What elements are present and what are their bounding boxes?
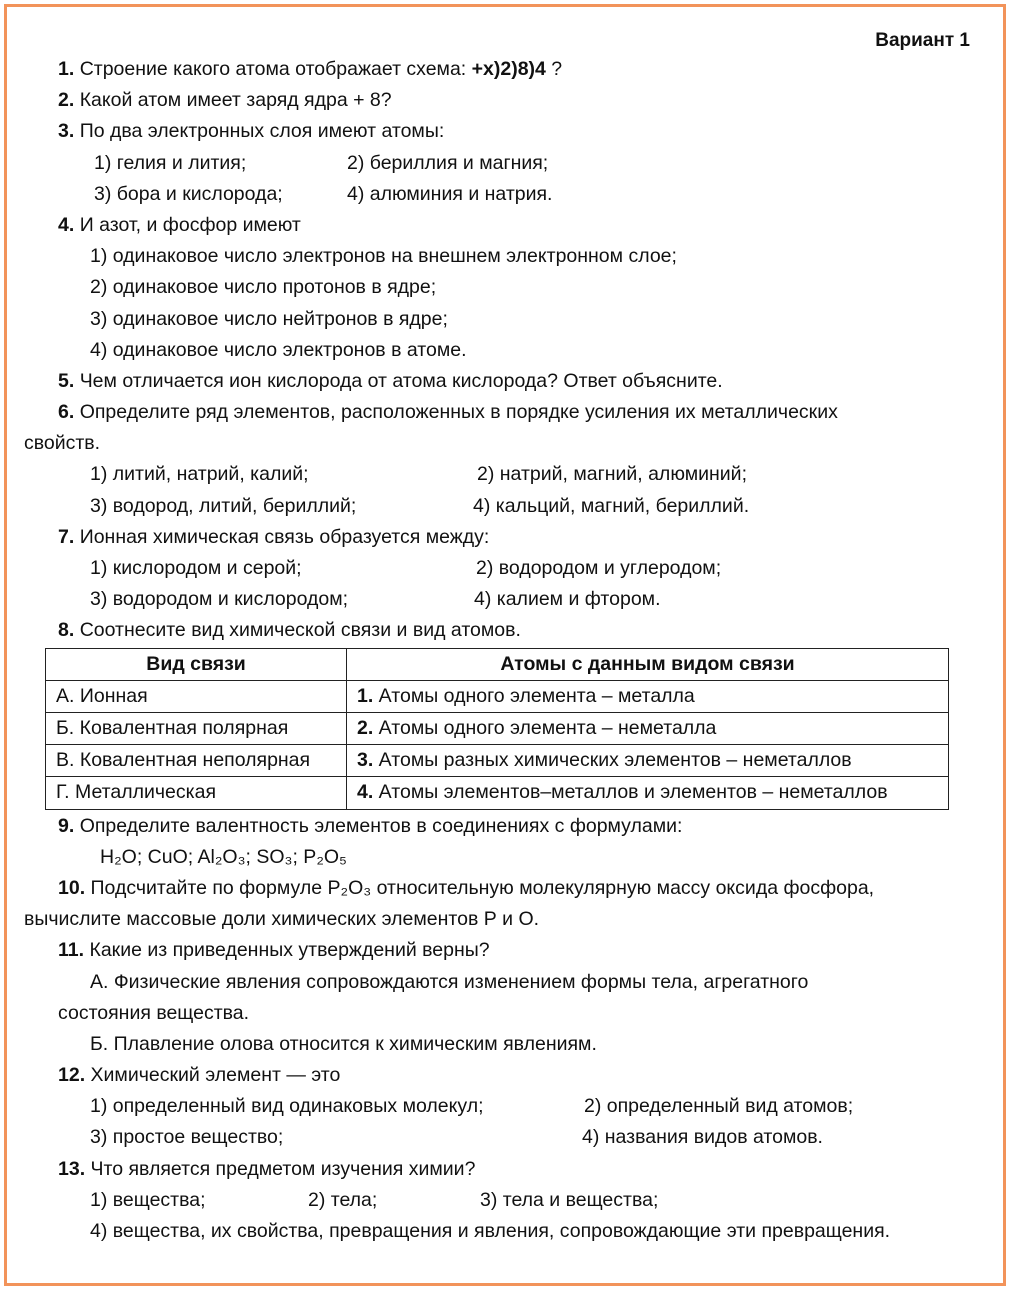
question-text-continued: вычислите массовые доли химических элементов Р и О. — [24, 908, 540, 931]
item-number: 1. — [357, 684, 374, 707]
table-row — [46, 712, 949, 744]
answer-row — [24, 1185, 964, 1216]
question-number: 7. — [58, 525, 75, 548]
answer-option: 4) названия видов атомов. — [582, 1126, 823, 1149]
question-text: Какой атом имеет заряд ядра + 8? — [79, 89, 392, 112]
question-text: Что является предметом изучения химии? — [90, 1157, 476, 1180]
question-11 — [24, 935, 964, 966]
question-number: 6. — [58, 401, 75, 424]
item-number: 2. — [357, 716, 374, 739]
atom-type-text: Атомы одного элемента – металла — [373, 684, 695, 707]
question-8 — [24, 615, 964, 646]
answer-option: 3) водород, литий, бериллий; — [90, 494, 357, 517]
question-text: Определите валентность элементов в соединениях с формулами: — [79, 814, 683, 837]
question-1 — [24, 54, 964, 85]
bond-type: Г. Металлическая — [46, 777, 347, 809]
answer-row — [24, 148, 964, 179]
table-header-row — [46, 648, 949, 680]
question-text-continued: свойств. — [24, 432, 101, 455]
question-text: Чем отличается ион кислорода от атома кислорода? Ответ объясните. — [79, 369, 723, 392]
question-number: 9. — [58, 814, 75, 837]
bond-type: Б. Ковалентная полярная — [46, 712, 347, 744]
question-text: И азот, и фосфор имеют — [79, 213, 301, 236]
question-number: 10. — [58, 876, 86, 899]
atom-type-text: Атомы разных химических элементов – неметаллов — [373, 749, 852, 772]
question-12 — [24, 1060, 964, 1091]
question-3 — [24, 116, 964, 147]
variant-label: Вариант 1 — [875, 30, 970, 51]
statement-a-continued: состояния вещества. — [58, 1001, 250, 1024]
atom-type-text: Атомы одного элемента – неметалла — [373, 716, 717, 739]
atom-type-text: Атомы элементов–металлов и элементов – неметаллов — [373, 781, 888, 804]
question-number: 5. — [58, 369, 75, 392]
answer-option: 2) тела; — [308, 1188, 378, 1211]
answer-option: 2) бериллия и магния; — [347, 151, 549, 174]
question-tail: ? — [545, 58, 563, 80]
table-row — [46, 680, 949, 712]
question-4 — [24, 210, 964, 241]
table-header: Вид связи — [46, 648, 347, 680]
bond-type: А. Ионная — [46, 680, 347, 712]
question-text: Какие из приведенных утверждений верны? — [89, 939, 490, 962]
answer-option: 4) одинаковое число электронов в атоме. — [90, 338, 467, 361]
question-text: Ионная химическая связь образуется между: — [79, 525, 490, 548]
answer-option: 2) одинаковое число протонов в ядре; — [90, 276, 437, 299]
atom-type — [347, 745, 949, 777]
table-header: Атомы с данным видом связи — [347, 648, 949, 680]
answer-option: 1) гелия и лития; — [94, 151, 247, 174]
answer-option: 4) алюминия и натрия. — [347, 182, 553, 205]
question-10 — [24, 873, 964, 904]
answer-option: 2) определенный вид атомов; — [584, 1095, 854, 1118]
answer-option: 2) водородом и углеродом; — [476, 557, 722, 579]
question-number: 8. — [58, 619, 75, 642]
question-9 — [24, 811, 964, 842]
matching-table — [45, 648, 949, 810]
question-text: Строение какого атома отображает схема: — [79, 58, 472, 80]
question-number: 12. — [58, 1064, 86, 1087]
answer-option: 3) водородом и кислородом; — [90, 588, 349, 611]
answer-row — [24, 553, 964, 584]
question-7 — [24, 522, 964, 553]
answer-row — [24, 1122, 964, 1153]
answer-row — [24, 179, 964, 210]
answer-option: 3) одинаковое число нейтронов в ядре; — [90, 307, 448, 330]
answer-option: 3) простое вещество; — [90, 1126, 284, 1149]
question-2 — [24, 85, 964, 116]
statement-b: Б. Плавление олова относится к химическим явлениям. — [90, 1032, 597, 1055]
atom-type — [347, 712, 949, 744]
formula-list: H₂O; CuO; Al₂O₃; SO₃; P₂O₅ — [100, 845, 347, 868]
answer-option: 1) литий, натрий, калий; — [90, 463, 309, 486]
question-6 — [24, 397, 964, 428]
item-number: 3. — [357, 749, 374, 772]
bond-type: В. Ковалентная неполярная — [46, 745, 347, 777]
statement-a: А. Физические явления сопровождаются изменением формы тела, агрегатного — [90, 970, 809, 993]
question-number: 1. — [58, 58, 75, 80]
question-5 — [24, 366, 964, 397]
answer-option: 1) определенный вид одинаковых молекул; — [90, 1095, 484, 1118]
question-number: 13. — [58, 1157, 86, 1180]
answer-row — [24, 459, 964, 490]
question-text: По два электронных слоя имеют атомы: — [79, 120, 445, 143]
question-text: Определите ряд элементов, расположенных в порядке усиления их металлических — [79, 401, 838, 424]
answer-option: 4) калием и фтором. — [474, 588, 661, 611]
question-number: 2. — [58, 89, 75, 112]
atom-type — [347, 680, 949, 712]
question-13 — [24, 1154, 964, 1185]
item-number: 4. — [357, 781, 374, 804]
answer-option: 1) кислородом и серой; — [90, 557, 302, 579]
question-number: 11. — [58, 939, 85, 962]
answer-option: 3) тела и вещества; — [480, 1188, 659, 1211]
answer-option: 2) натрий, магний, алюминий; — [477, 463, 747, 486]
worksheet — [24, 54, 964, 1247]
answer-option: 4) вещества, их свойства, превращения и явления, сопровождающие эти превращения. — [90, 1220, 891, 1243]
question-number: 4. — [58, 213, 75, 236]
atom-type — [347, 777, 949, 809]
answer-option: 4) кальций, магний, бериллий. — [473, 494, 750, 517]
answer-row — [24, 491, 964, 522]
question-number: 3. — [58, 120, 75, 143]
table-row — [46, 777, 949, 809]
question-text: Подсчитайте по формуле P₂O₃ относительную молекулярную массу оксида фосфора, — [90, 876, 875, 899]
atom-scheme: +x)2)8)4 — [471, 58, 546, 80]
answer-row — [24, 584, 964, 615]
answer-option: 3) бора и кислорода; — [94, 182, 283, 205]
answer-row — [24, 1091, 964, 1122]
answer-option: 1) вещества; — [90, 1188, 206, 1211]
table-row — [46, 745, 949, 777]
question-text: Соотнесите вид химической связи и вид атомов. — [79, 619, 521, 642]
question-text: Химический элемент — это — [90, 1064, 341, 1087]
answer-option: 1) одинаковое число электронов на внешнем электронном слое; — [90, 245, 677, 268]
